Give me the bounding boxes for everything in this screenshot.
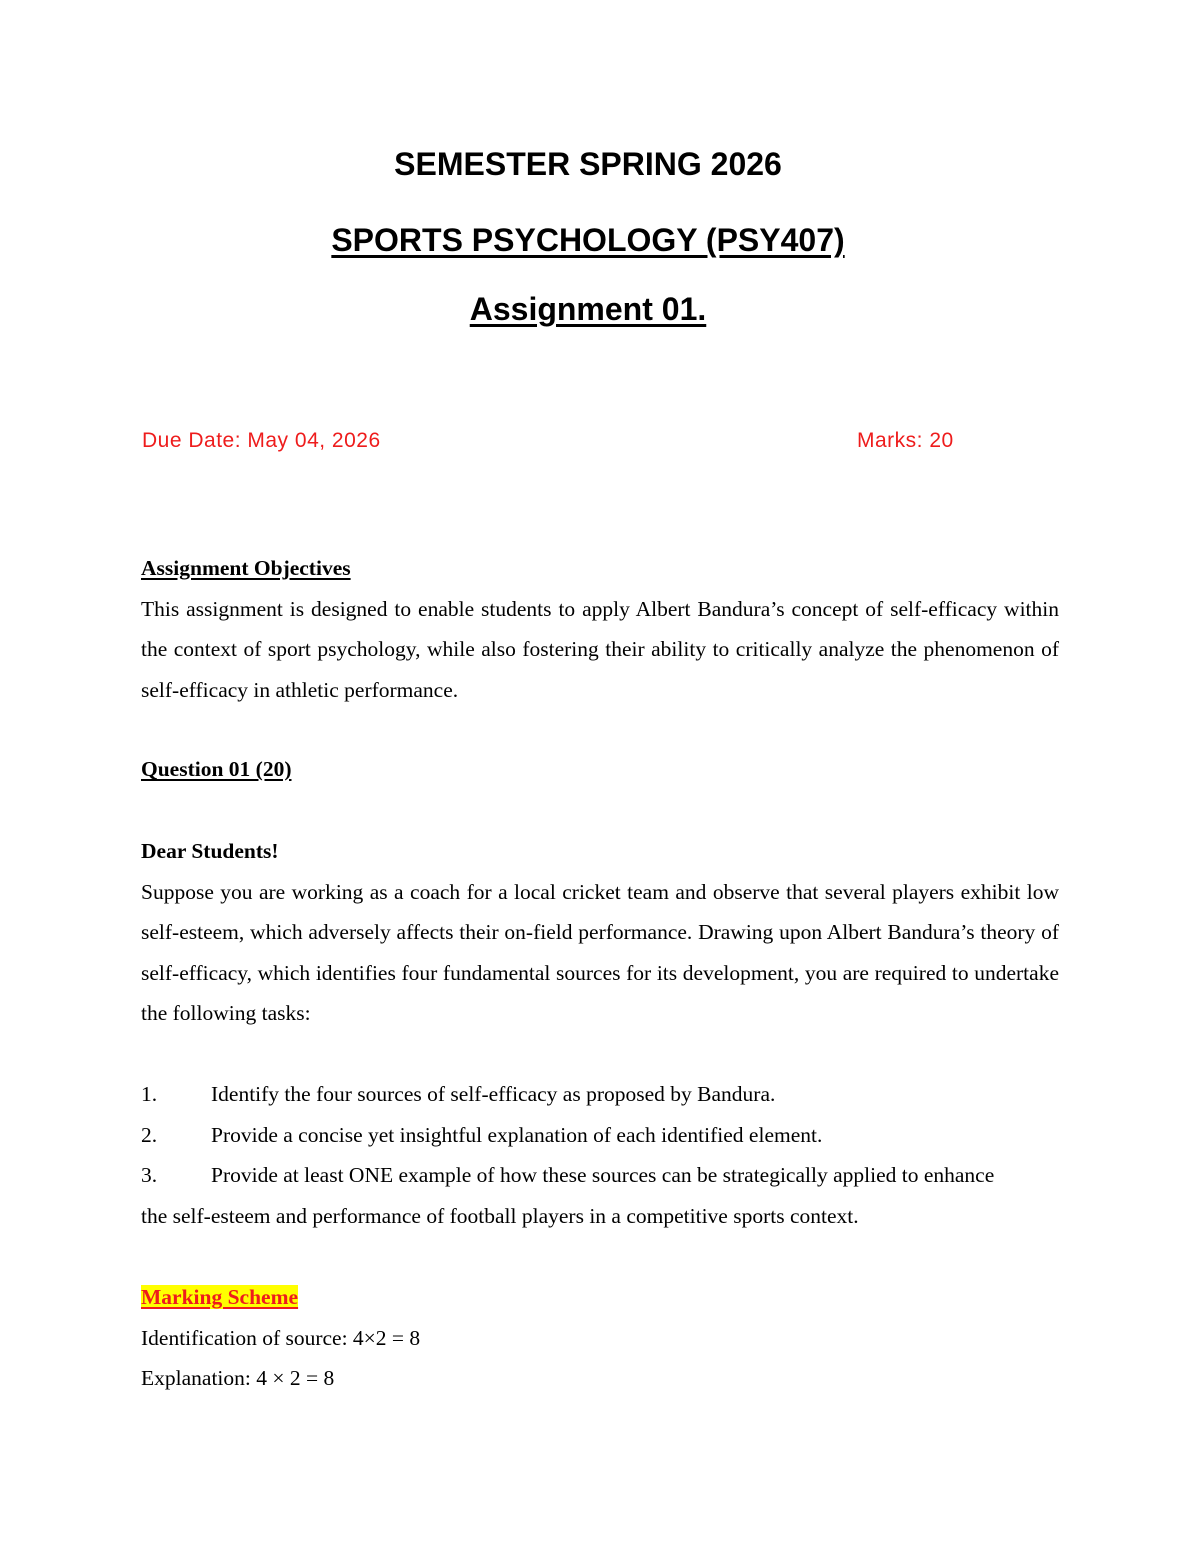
list-number: 3. — [141, 1163, 158, 1187]
list-number: 2. — [141, 1122, 158, 1147]
semester-title: SEMESTER SPRING 2026 — [394, 146, 782, 182]
marks: Marks: 20 — [857, 429, 954, 452]
marking-identification: Identification of source: 4×2 = 8 — [141, 1325, 421, 1350]
list-item — [141, 1074, 1059, 1115]
question-section — [141, 831, 1059, 1236]
list-text: Identify the four sources of self-efficacy as proposed by Bandura. — [211, 1082, 776, 1106]
list-number: 1. — [141, 1082, 158, 1106]
marking-heading: Marking Scheme — [141, 1285, 299, 1309]
list-text: Provide at least ONE example of how these sources can be strategically applied to enhance — [211, 1163, 995, 1187]
due-date: Due Date: May 04, 2026 — [142, 429, 381, 452]
question-heading: Question 01 (20) — [141, 757, 292, 781]
list-item — [141, 1115, 1059, 1156]
task-list — [141, 1074, 1059, 1196]
question-text: Suppose you are working as a coach for a local cricket team and observe that several players exhibit low self-esteem, which adversely affects their on-field performance. Drawing upon Albert Bandura’s theory of self-efficacy, which identifies four fundamental sources for its development, you are required to undertake the following tasks: — [141, 879, 1059, 1025]
salutation: Dear Students! — [141, 839, 279, 863]
marking-section — [141, 1277, 1059, 1399]
list-item — [141, 1155, 1059, 1196]
question-heading-block — [141, 749, 1059, 790]
objectives-section — [141, 548, 1059, 710]
objectives-heading: Assignment Objectives — [141, 556, 351, 580]
list-text: Provide a concise yet insightful explanation of each identified element. — [211, 1122, 823, 1147]
assignment-title: Assignment 01. — [469, 291, 707, 327]
marking-explanation: Explanation: 4 × 2 = 8 — [141, 1366, 335, 1390]
objectives-text: This assignment is designed to enable students to apply Albert Bandura’s concept of self-efficacy within the context of sport psychology, while also fostering their ability to critically analyze the phenomenon of self-efficacy in athletic performance. — [141, 596, 1059, 702]
course-title: SPORTS PSYCHOLOGY (PSY407) — [331, 222, 845, 258]
task-3-continuation: the self-esteem and performance of football players in a competitive sports context. — [141, 1203, 859, 1228]
